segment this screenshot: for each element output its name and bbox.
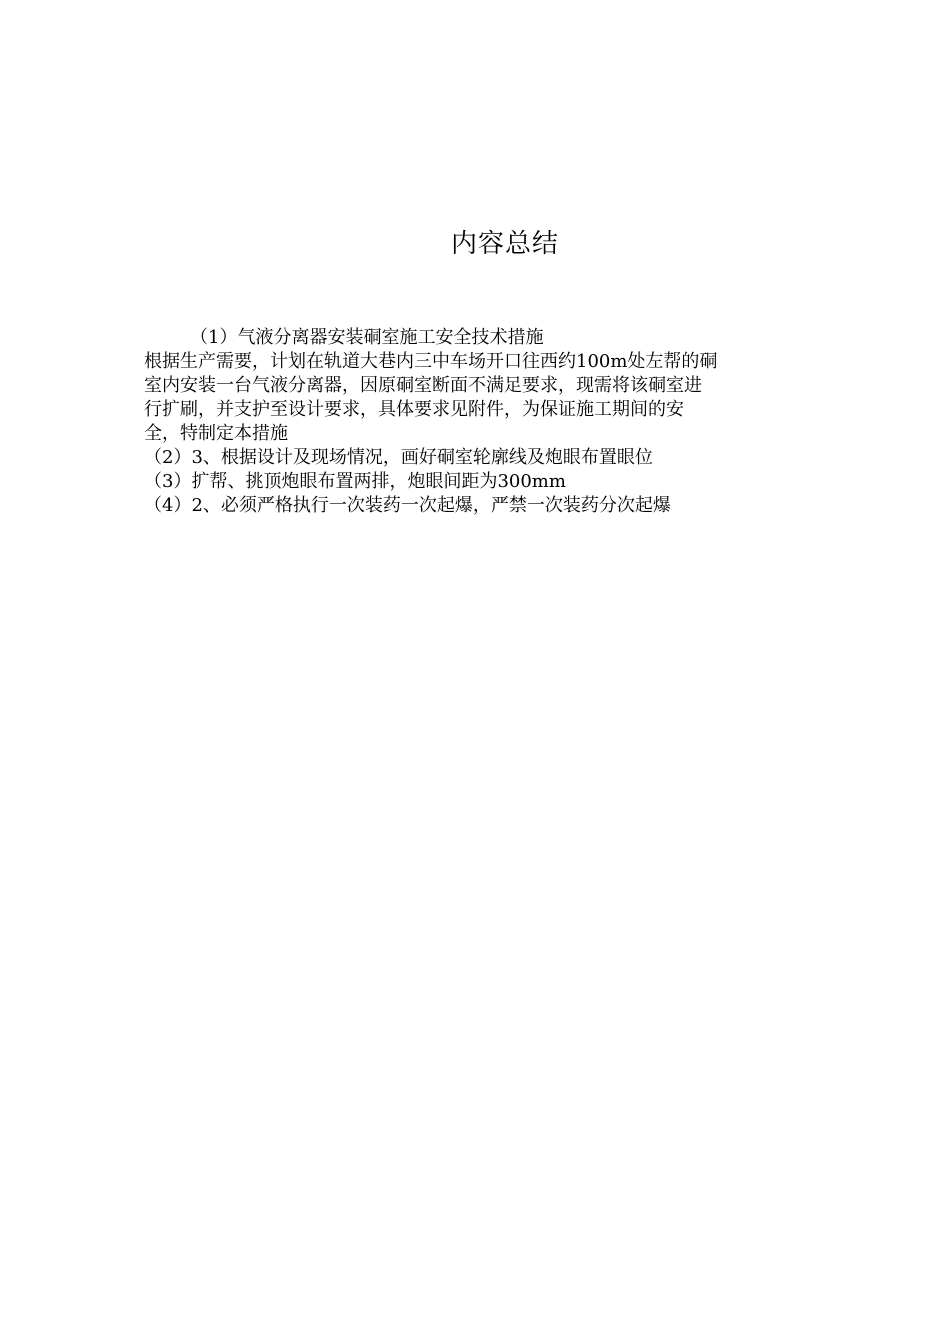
summary-item-1-heading: （1）气液分离器安装硐室施工安全技术措施 bbox=[190, 327, 544, 348]
summary-item-4: （4）2、必须严格执行一次装药一次起爆，严禁一次装药分次起爆 bbox=[144, 495, 671, 516]
summary-item-1-text-line: 室内安装一台气液分离器，因原硐室断面不满足要求，现需将该硐室进 bbox=[144, 375, 702, 396]
summary-item-1-text-line: 行扩刷，并支护至设计要求，具体要求见附件，为保证施工期间的安 bbox=[144, 399, 684, 420]
document-body bbox=[144, 326, 816, 518]
summary-item-1-text-line: 根据生产需要，计划在轨道大巷内三中车场开口往西约100m处左帮的硐 bbox=[144, 351, 718, 372]
summary-item-2: （2）3、根据设计及现场情况，画好硐室轮廓线及炮眼布置眼位 bbox=[144, 447, 653, 468]
summary-item-3: （3）扩帮、挑顶炮眼布置两排，炮眼间距为300mm bbox=[144, 471, 566, 492]
document-title: 内容总结 bbox=[450, 229, 559, 259]
summary-item-1-text-line: 全，特制定本措施 bbox=[144, 423, 288, 444]
